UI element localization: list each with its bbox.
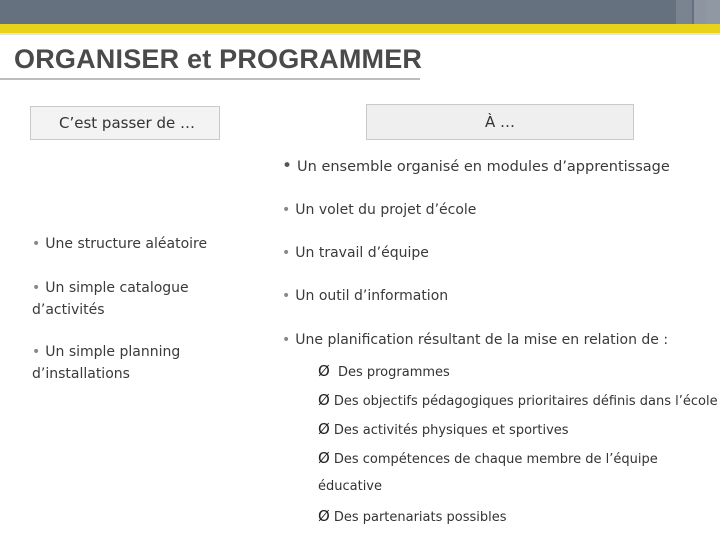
- sub-list-item: [318, 391, 718, 409]
- sub-item-text: Des compétences de chaque membre de l’équipe: [333, 452, 658, 467]
- sub-list-item: [318, 507, 507, 525]
- title-underline: [0, 78, 420, 80]
- bullet: •: [32, 344, 41, 360]
- list-item-text: Un volet du projet d’école: [295, 202, 477, 218]
- list-item-text: Un ensemble organisé en modules d’apprentissage: [297, 159, 670, 175]
- bullet: •: [32, 280, 41, 296]
- bullet: •: [282, 288, 291, 304]
- arrow-bullet-icon: Ø: [318, 449, 330, 467]
- arrow-bullet-icon: Ø: [318, 420, 330, 438]
- list-item-text: Une structure aléatoire: [45, 236, 208, 252]
- decorative-square: [706, 0, 720, 24]
- sub-item-text: Des objectifs pédagogiques prioritaires définis dans l’école: [333, 394, 718, 409]
- list-item: [282, 200, 476, 221]
- from-label: C’est passer de …: [59, 114, 195, 132]
- bullet: •: [282, 202, 291, 218]
- bullet: •: [282, 156, 293, 176]
- list-item-continuation: [32, 364, 130, 385]
- list-item: [32, 342, 180, 363]
- sub-item-text: Des activités physiques et sportives: [333, 423, 569, 438]
- list-item: [32, 278, 189, 299]
- list-item: [282, 243, 429, 264]
- list-item-text: d’activités: [32, 302, 105, 318]
- sub-list-item-continuation: [318, 479, 382, 494]
- list-item-text: d’installations: [32, 366, 130, 382]
- sub-list-item: [318, 449, 658, 467]
- accent-rule: [0, 24, 720, 33]
- page-title: ORGANISER et PROGRAMMER: [14, 44, 423, 74]
- sub-item-text: éducative: [318, 479, 383, 494]
- list-item-text: Une planification résultant de la mise en relation de :: [295, 332, 669, 348]
- divider: [0, 33, 720, 35]
- bullet: •: [282, 245, 291, 261]
- list-item-text: Un travail d’équipe: [295, 245, 429, 261]
- sub-item-text: Des programmes: [337, 365, 450, 380]
- decorative-square: [694, 0, 706, 24]
- sub-list-item: [318, 362, 450, 380]
- from-box: [30, 106, 220, 140]
- sub-item-text: Des partenariats possibles: [333, 510, 507, 525]
- list-item: [282, 286, 448, 307]
- list-item-text: Un simple planning: [45, 344, 181, 360]
- top-decorative-band: [0, 0, 720, 24]
- arrow-bullet-icon: Ø: [318, 507, 330, 525]
- sub-list-item: [318, 420, 569, 438]
- list-item: [282, 156, 670, 178]
- list-item: [282, 330, 668, 351]
- to-box: [366, 104, 634, 140]
- arrow-bullet-icon: Ø: [318, 362, 330, 380]
- bullet: •: [32, 236, 41, 252]
- list-item-text: Un outil d’information: [295, 288, 449, 304]
- bullet: •: [282, 332, 291, 348]
- arrow-bullet-icon: Ø: [318, 391, 330, 409]
- to-label: À …: [484, 113, 516, 131]
- list-item-text: Un simple catalogue: [45, 280, 189, 296]
- list-item: [32, 234, 207, 255]
- list-item-continuation: [32, 300, 105, 321]
- decorative-square: [676, 0, 692, 24]
